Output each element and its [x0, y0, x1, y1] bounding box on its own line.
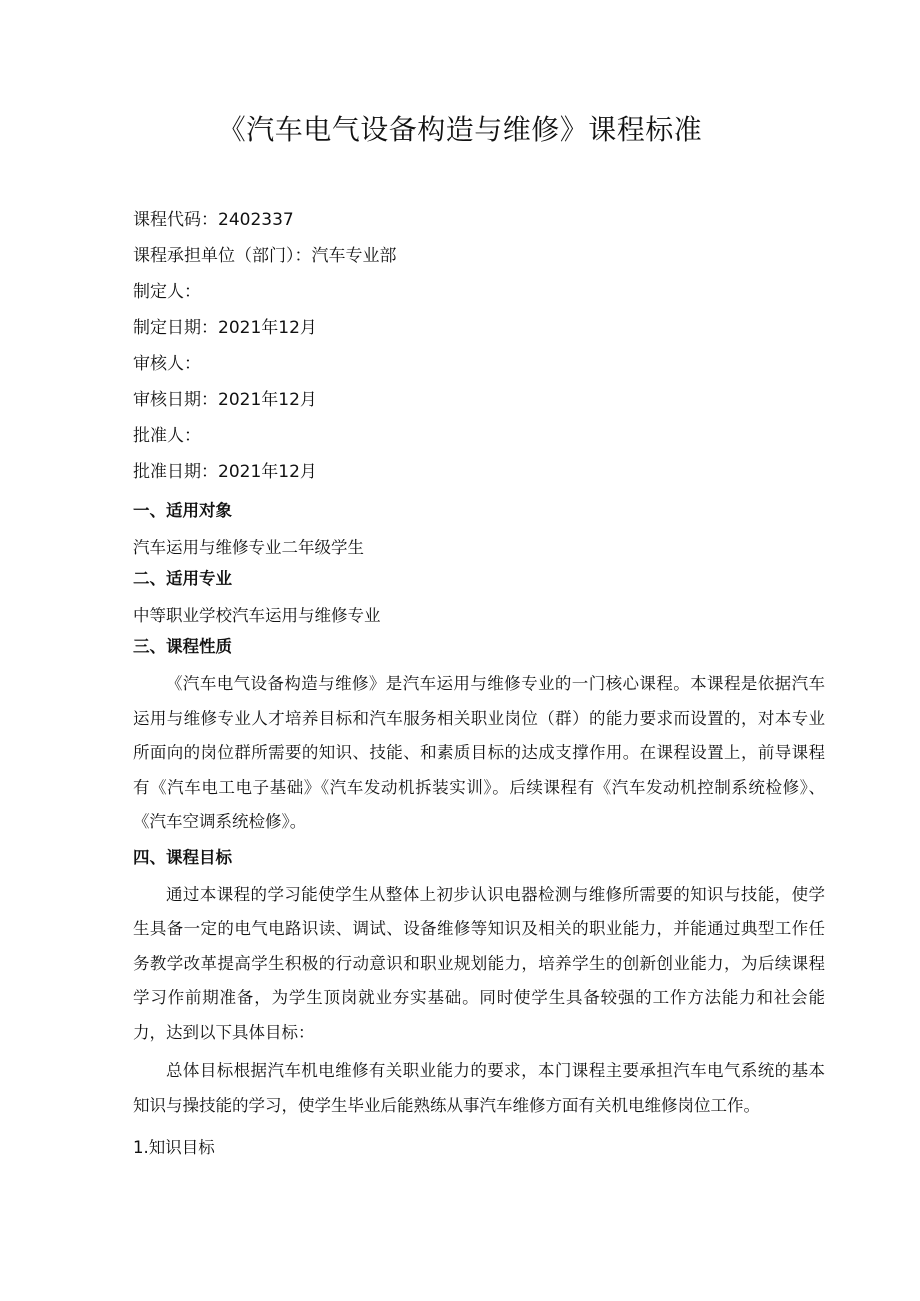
section-paragraph-course-nature: 《汽车电气设备构造与维修》是汽车运用与维修专业的一门核心课程。本课程是依据汽车运用与维修专业人才培养目标和汽车服务相关职业岗位（群）的能力要求而设置的，对本专业所面向的岗位群所需要的知识、技能、和素质目标的达成支撑作用。在课程设置上，前导课程有《汽车电工电子基础》《汽车发动机拆装实训》。后续课程有《汽车发动机控制系统检修》、《汽车空调系统检修》。 [133, 674, 825, 831]
course-meta [133, 206, 833, 494]
course-author-date: 制定日期：2021年12月 [133, 318, 317, 338]
section-text-applicable-major: 中等职业学校汽车运用与维修专业 [133, 606, 381, 625]
course-review-date: 审核日期：2021年12月 [133, 390, 317, 410]
section-paragraph-objectives-intro: 通过本课程的学习能使学生从整体上初步认识电器检测与维修所需要的知识与技能，使学生具备一定的电气电路识读、调试、设备维修等知识及相关的职业能力，并能通过典型工作任务教学改革提高学生积极的行动意识和职业规划能力，培养学生的创新创业能力，为后续课程学习作前期准备，为学生顶岗就业夯实基础。同时使学生具备较强的工作方法能力和社会能力，达到以下具体目标： [133, 884, 825, 1042]
document-body [133, 497, 825, 1165]
document-title: 《汽车电气设备构造与维修》课程标准 [217, 113, 703, 146]
course-author: 制定人： [133, 282, 201, 302]
section-heading-applicable-major: 二、适用专业 [133, 569, 232, 588]
section-heading-course-objectives: 四、课程目标 [133, 847, 232, 867]
course-approver: 批准人： [133, 426, 201, 446]
section-text-target-audience: 汽车运用与维修专业二年级学生 [133, 538, 364, 557]
section-heading-course-nature: 三、课程性质 [133, 637, 232, 656]
section-paragraph-overall-objective: 总体目标根据汽车机电维修有关职业能力的要求，本门课程主要承担汽车电气系统的基本知识与操技能的学习，使学生毕业后能熟练从事汽车维修方面有关机电维修岗位工作。 [133, 1061, 825, 1115]
course-code: 课程代码：2402337 [133, 210, 294, 230]
course-approve-date: 批准日期：2021年12月 [133, 462, 317, 482]
section-heading-target-audience: 一、适用对象 [133, 501, 232, 520]
course-reviewer: 审核人： [133, 354, 201, 374]
course-department: 课程承担单位（部门）：汽车专业部 [133, 246, 397, 266]
subsection-heading-knowledge-objectives: 1.知识目标 [133, 1138, 215, 1157]
